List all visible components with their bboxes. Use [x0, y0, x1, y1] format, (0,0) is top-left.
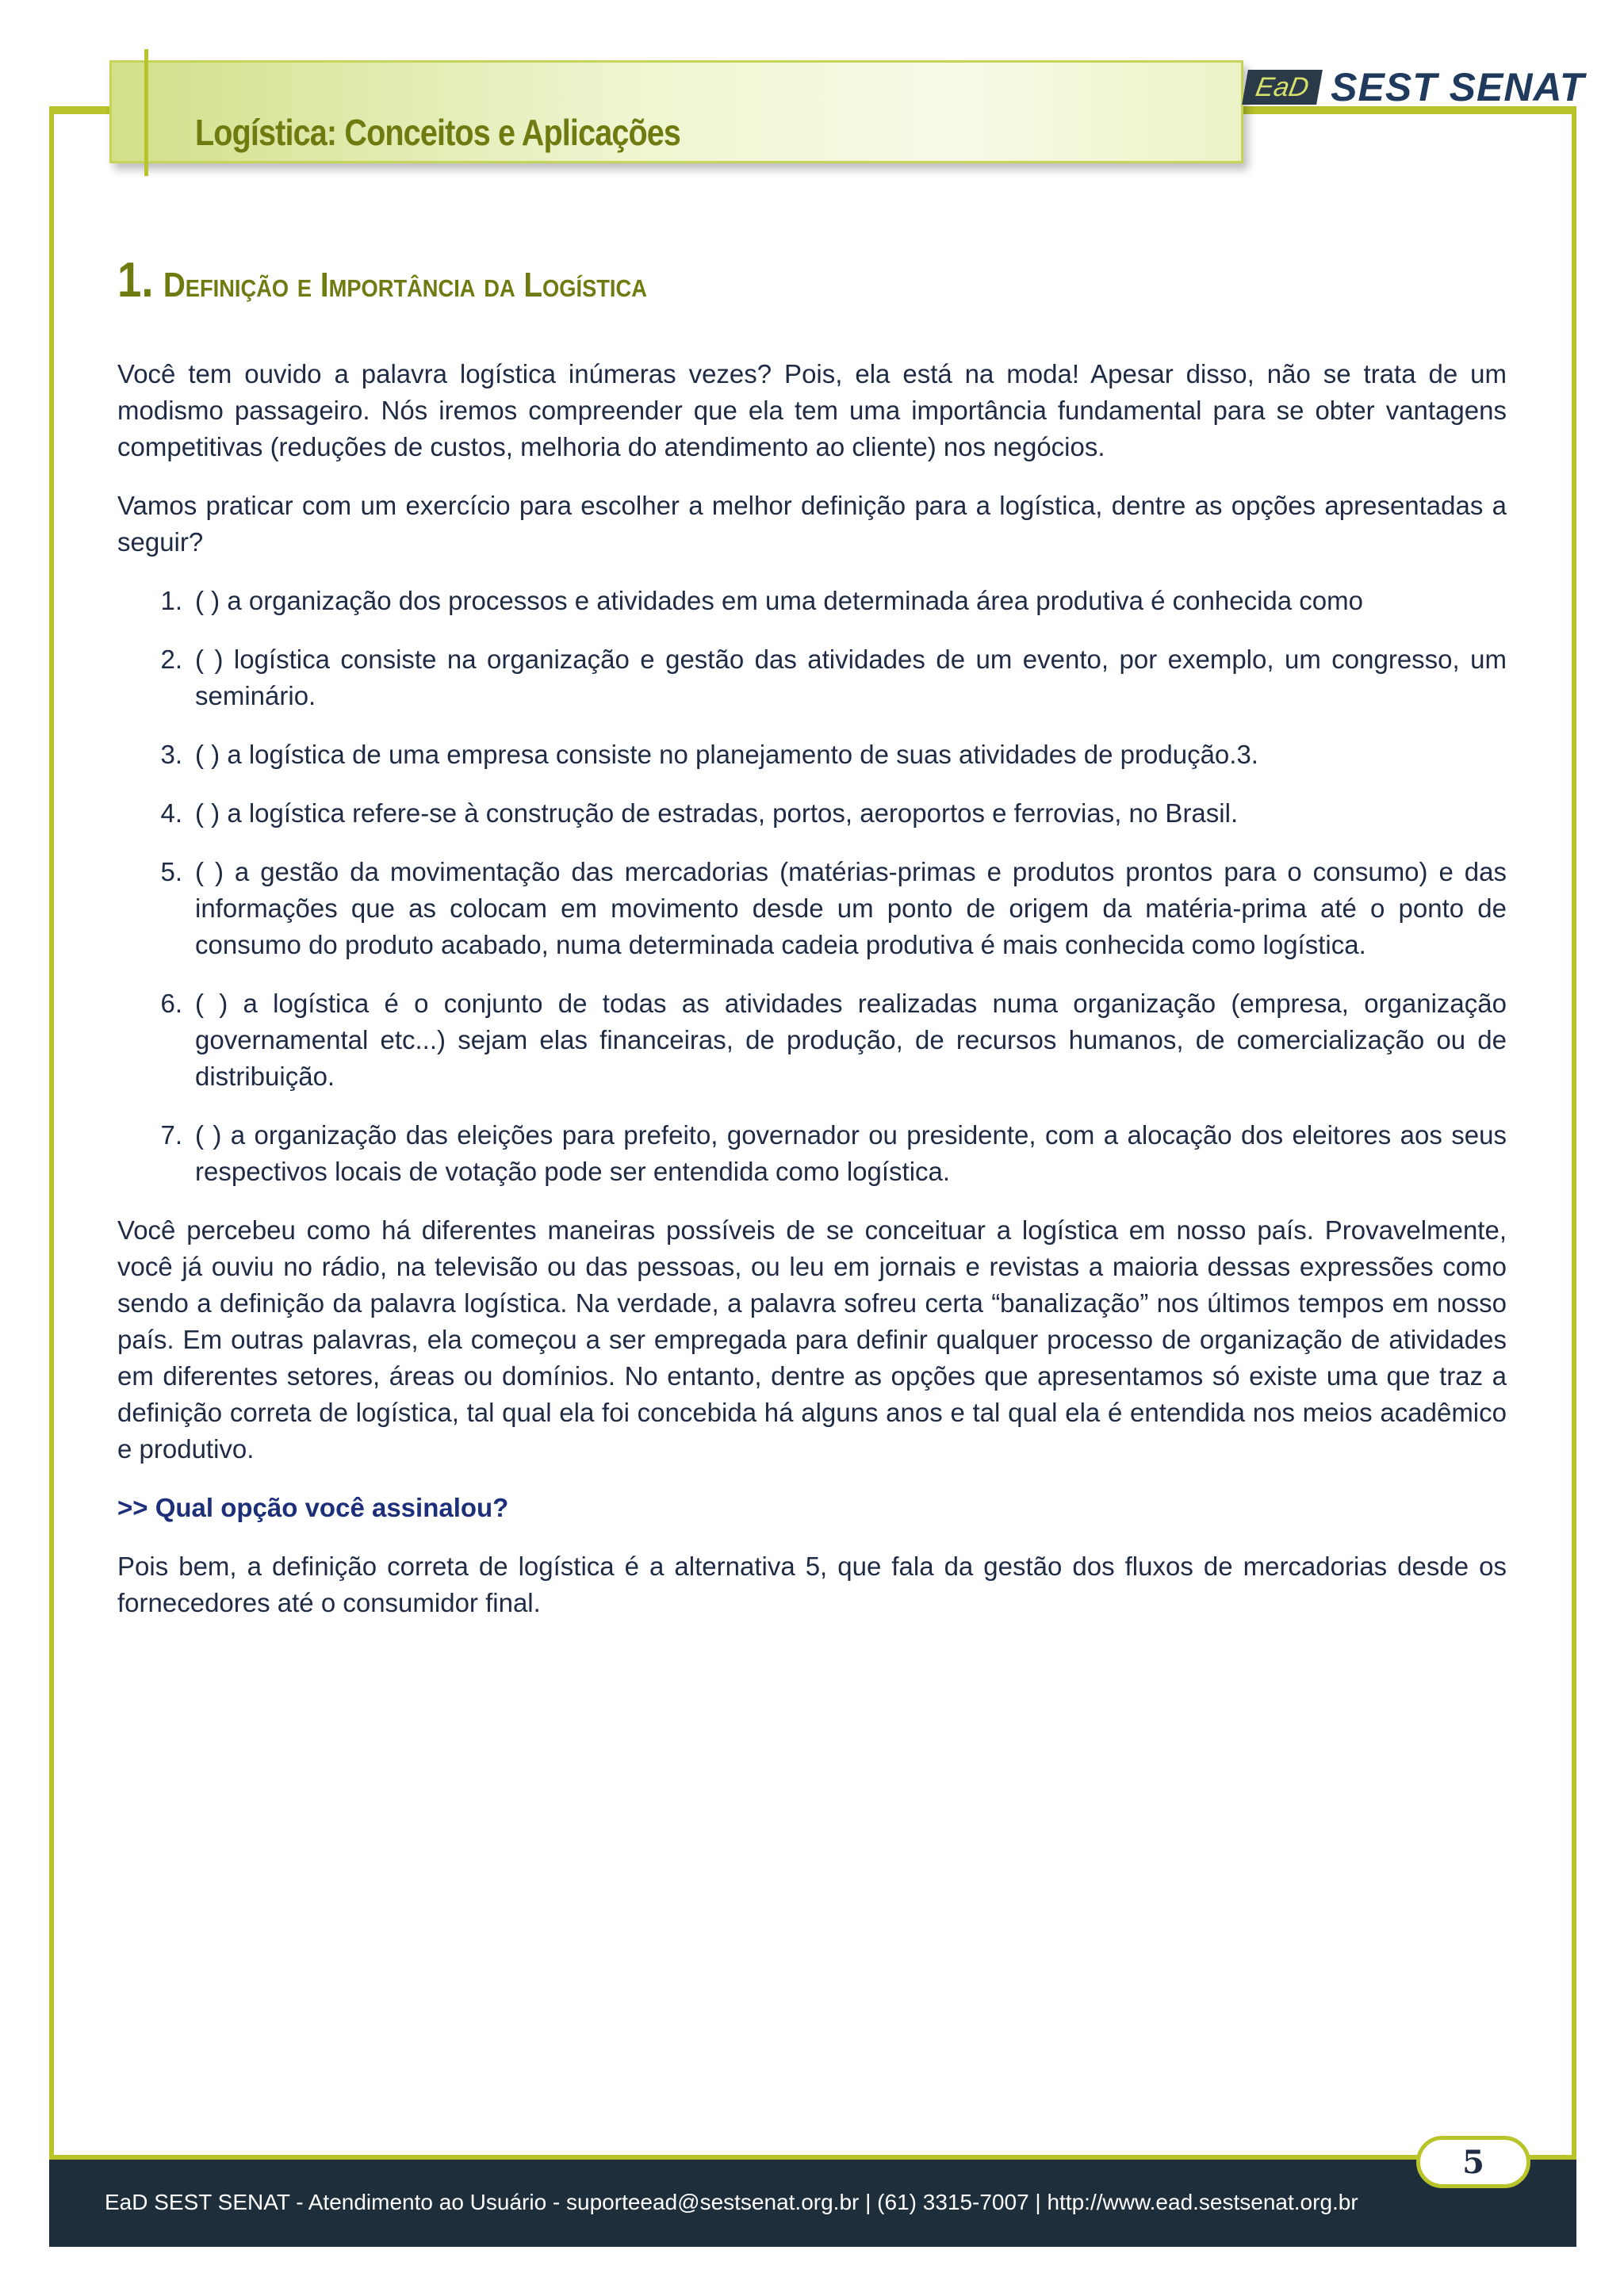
- logo-text: SEST SENAT: [1331, 65, 1585, 109]
- list-item: [117, 795, 1507, 832]
- list-item-number: 3.: [160, 740, 182, 769]
- list-item-text: ( ) a organização das eleições para prefeito, governador ou presidente, com a alocação dos eleitores aos seus respectivos locais de votação pode ser entendida como logística.: [195, 1120, 1507, 1186]
- course-title: Logística: Conceitos e Aplicações: [195, 112, 681, 153]
- list-item-number: 6.: [160, 989, 182, 1018]
- list-item-text: ( ) a organização dos processos e atividades em uma determinada área produtiva é conhecida como: [195, 586, 1363, 615]
- sest-senat-logo: [1245, 67, 1584, 108]
- list-item-number: 4.: [160, 798, 182, 828]
- question-prompt: >> Qual opção você assinalou?: [117, 1493, 509, 1522]
- exercise-paragraph: Vamos praticar com um exercício para escolher a melhor definição para a logística, dentre as opções apresentadas a seguir?: [117, 491, 1507, 557]
- list-item-text: ( ) logística consiste na organização e gestão das atividades de um evento, por exemplo, um congresso, um seminário.: [195, 645, 1507, 710]
- list-item: [117, 1117, 1507, 1190]
- logo-ead-badge: EaD: [1242, 70, 1323, 105]
- list-item-number: 7.: [160, 1120, 182, 1150]
- page-number-badge: 5: [1416, 2136, 1530, 2188]
- list-item-number: 1.: [160, 586, 182, 615]
- answer-paragraph: Pois bem, a definição correta de logística é a alternativa 5, que fala da gestão dos fluxos de mercadorias desde os fornecedores até o consumidor final.: [117, 1552, 1507, 1617]
- list-item-number: 5.: [160, 857, 182, 886]
- list-item-text: ( ) a logística refere-se à construção de estradas, portos, aeroportos e ferrovias, no Brasil.: [195, 798, 1239, 828]
- discussion-paragraph: Você percebeu como há diferentes maneiras possíveis de se conceituar a logística em nosso país. Provavelmente, você já ouviu no rádio, na televisão ou das pessoas, ou leu em jornais e revistas a maioria dessas expressões como sendo a definição da palavra logística. Na verdade, a palavra sofreu certa “banalização” nos últimos tempos em nosso país. Em outras palavras, ela começou a ser empregada para definir qualquer processo de organização de atividades em diferentes setores, áreas ou domínios. No entanto, dentre as opções que apresentamos só existe uma que traz a definição correta de logística, tal qual ela foi concebida há alguns anos e tal qual ela é entendida nos meios acadêmico e produtivo.: [117, 1215, 1507, 1464]
- list-item: [117, 985, 1507, 1095]
- list-item-text: ( ) a gestão da movimentação das mercadorias (matérias-primas e produtos prontos para o consumo) e das informações que as colocam em movimento desde um ponto de origem da matéria-prima até o ponto de consumo do produto acabado, numa determinada cadeia produtiva é mais conhecida como logística.: [195, 857, 1507, 959]
- section-number: 1.: [117, 253, 154, 308]
- section-heading: [117, 252, 1340, 308]
- banner-accent-tick: [144, 49, 148, 176]
- list-item-text: ( ) a logística é o conjunto de todas as atividades realizadas numa organização (empresa, organização governamental etc...) sejam elas financeiras, de produção, de recursos humanos, de comercialização ou de distribuição.: [195, 989, 1507, 1091]
- section-title: Definição e Importância da Logística: [163, 266, 647, 304]
- list-item: [117, 641, 1507, 714]
- list-item: [117, 583, 1507, 619]
- list-item-text: ( ) a logística de uma empresa consiste no planejamento de suas atividades de produção.3.: [195, 740, 1258, 769]
- list-item-number: 2.: [160, 645, 182, 674]
- intro-paragraph: Você tem ouvido a palavra logística inúmeras vezes? Pois, ela está na moda! Apesar disso, não se trata de um modismo passageiro. Nós iremos compreender que ela tem uma importância fundamental para se obter vantagens competitivas (reduções de custos, melhoria do atendimento ao cliente) nos negócios.: [117, 359, 1507, 461]
- main-content: [117, 252, 1507, 1644]
- footer-contact-text: EaD SEST SENAT - Atendimento ao Usuário - suporteead@sestsenat.org.br | (61) 3315-7007 | http://www.ead.sestsenat.org.br: [105, 2190, 1358, 2214]
- list-item: [117, 737, 1507, 773]
- list-item: [117, 854, 1507, 963]
- options-list: [117, 583, 1507, 1190]
